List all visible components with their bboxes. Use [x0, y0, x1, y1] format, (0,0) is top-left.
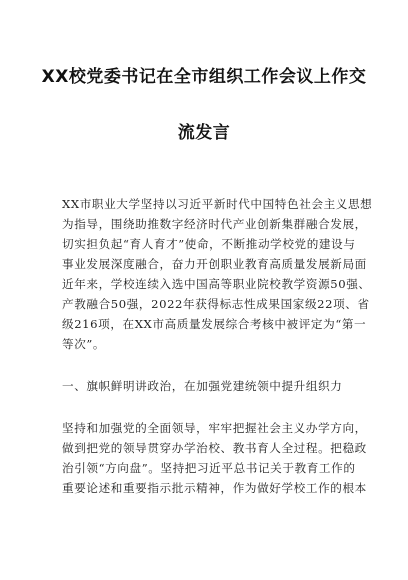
- section-body-line: 重要论述和重要指示批示精神，作为做好学校工作的根本: [62, 481, 367, 495]
- intro-line: 事业发展深度融合，奋力开创职业教育高质量发展新局面: [62, 257, 367, 271]
- intro-line: XX市职业大学坚持以习近平新时代中国特色社会主义思想: [62, 197, 373, 211]
- section-body-line: 做到把党的领导贯穿办学治校、教书育人全过程。把稳政: [62, 441, 367, 455]
- intro-line: 级216项，在XX市高质量发展综合考核中被评定为“第一: [62, 317, 367, 331]
- intro-line: 近年来，学校连续入选中国高等职业院校教学资源50强、: [62, 277, 371, 291]
- document-title-line-2: 流发言: [177, 123, 231, 143]
- intro-line: 切实担负起“育人育才”使命，不断推动学校党的建设与: [62, 237, 356, 251]
- section-heading: 一、旗帜鲜明讲政治，在加强党建统领中提升组织力: [62, 379, 343, 393]
- intro-line: 产教融合50强，2022年获得标志性成果国家级22项、省: [62, 297, 370, 311]
- section-body-line: 坚持和加强党的全面领导，牢牢把握社会主义办学方向，: [62, 421, 367, 435]
- document-title-line-1: XX校党委书记在全市组织工作会议上作交: [41, 67, 367, 87]
- intro-line: 等次”。: [62, 337, 106, 351]
- intro-line: 为指导，围绕助推数字经济时代产业创新集群融合发展，: [62, 217, 367, 231]
- section-body-line: 治引领“方向盘”。坚持把习近平总书记关于教育工作的: [62, 461, 356, 475]
